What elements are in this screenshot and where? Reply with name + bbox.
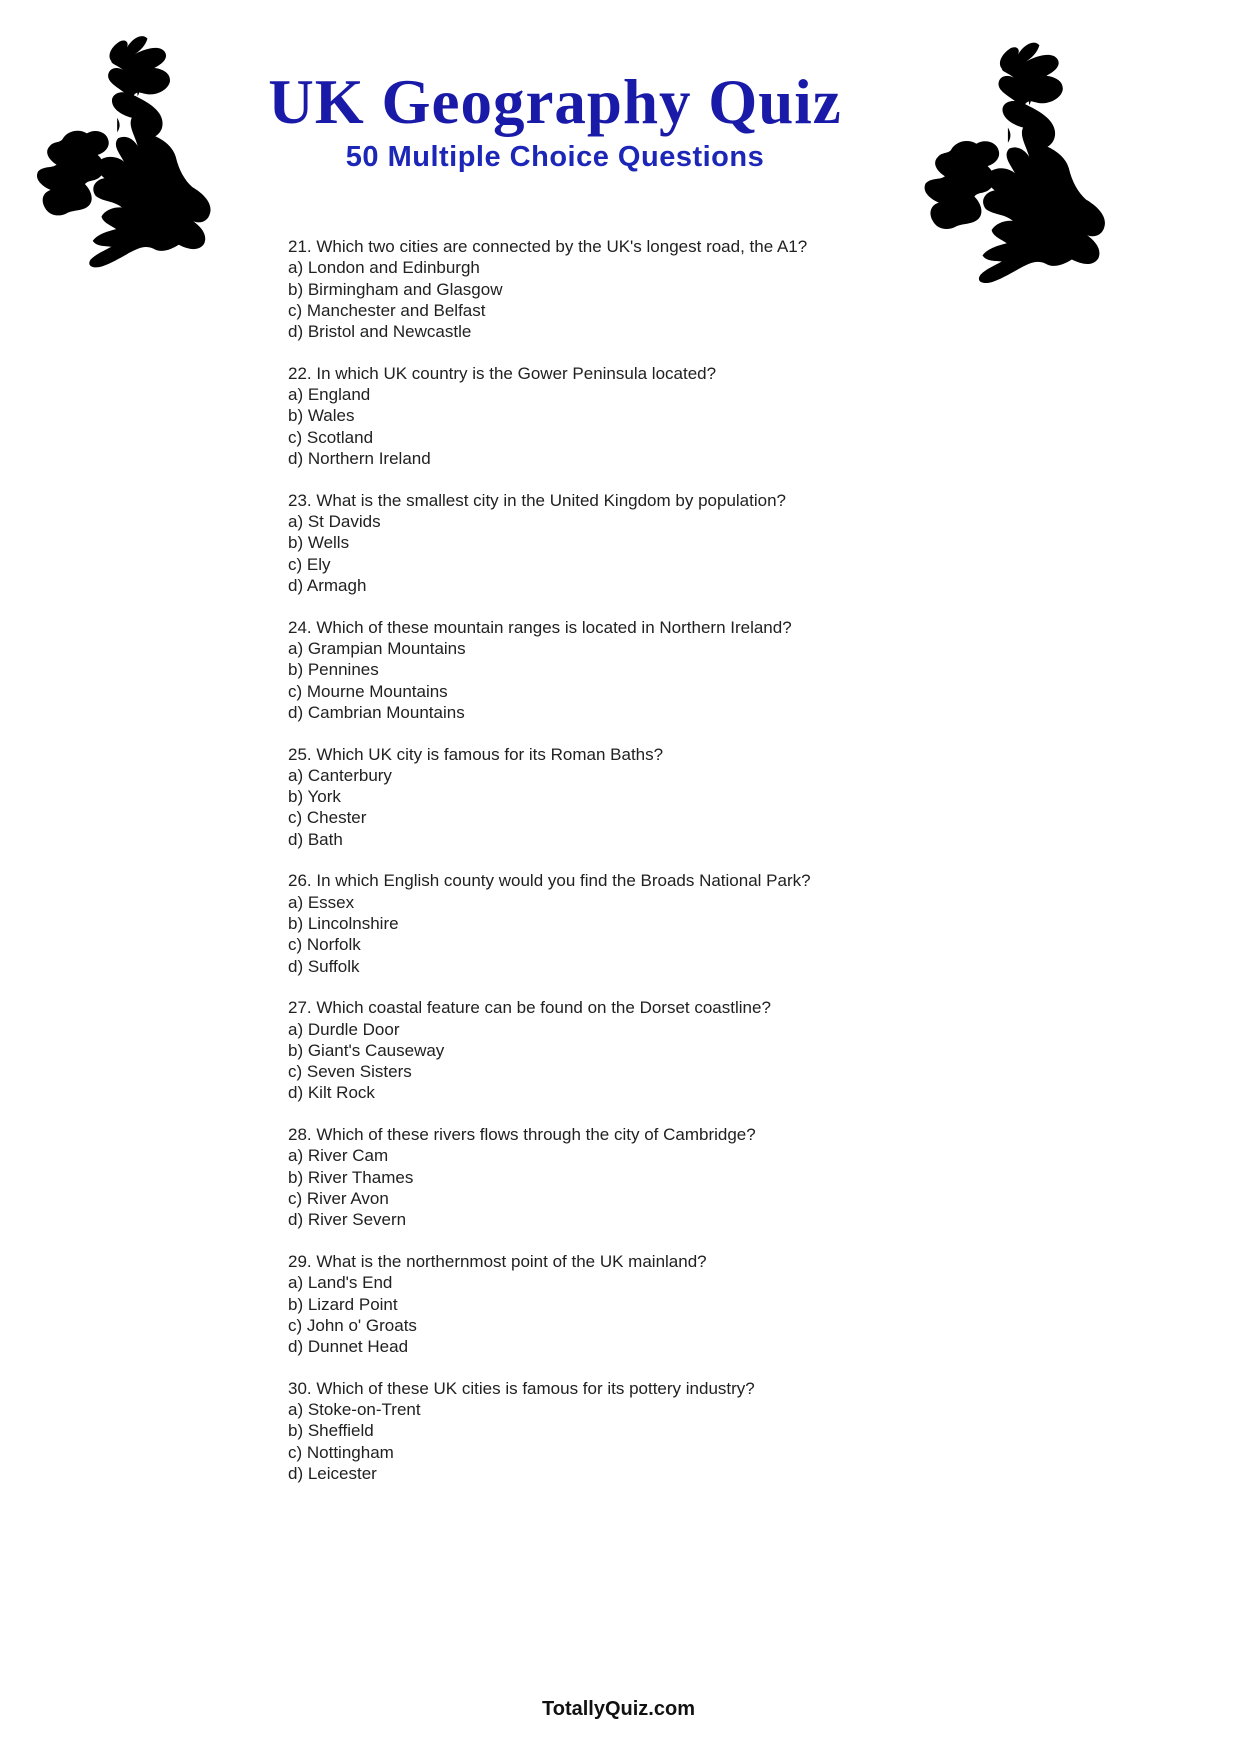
question-option: a) Grampian Mountains (288, 638, 466, 658)
question-option: d) Bath (288, 829, 343, 849)
question-block (288, 490, 1068, 596)
question-block (288, 870, 1068, 976)
question-option: b) Sheffield (288, 1421, 374, 1441)
question-text: 25. Which UK city is famous for its Roman Baths? (288, 744, 664, 764)
question-text: 30. Which of these UK cities is famous for its pottery industry? (288, 1378, 755, 1398)
question-option: d) Armagh (288, 575, 367, 595)
question-text: 22. In which UK country is the Gower Peninsula located? (288, 363, 717, 383)
question-option: a) Land's End (288, 1273, 393, 1293)
question-option: a) London and Edinburgh (288, 258, 480, 278)
question-option: d) Suffolk (288, 956, 360, 976)
question-block (288, 1378, 1068, 1484)
question-block (288, 1124, 1068, 1230)
question-option: a) Stoke-on-Trent (288, 1400, 421, 1420)
question-option: c) Seven Sisters (288, 1062, 412, 1082)
question-block (288, 236, 1068, 342)
question-option: c) Nottingham (288, 1442, 394, 1462)
question-option: d) Bristol and Newcastle (288, 322, 472, 342)
question-option: c) Mourne Mountains (288, 681, 448, 701)
question-option: d) River Severn (288, 1210, 407, 1230)
question-option: d) Dunnet Head (288, 1337, 409, 1357)
question-block (288, 744, 1068, 850)
question-text: 29. What is the northernmost point of the UK mainland? (288, 1252, 707, 1271)
question-block (288, 363, 1068, 469)
question-text: 24. Which of these mountain ranges is located in Northern Ireland? (288, 617, 792, 637)
question-option: c) Norfolk (288, 935, 361, 955)
question-option: d) Northern Ireland (288, 449, 431, 469)
question-text: 23. What is the smallest city in the United Kingdom by population? (288, 490, 786, 510)
question-option: b) Wales (288, 406, 355, 426)
question-option: d) Leicester (288, 1464, 377, 1484)
question-option: b) York (288, 787, 341, 807)
question-option: a) Essex (288, 892, 355, 912)
question-option: c) John o' Groats (288, 1315, 417, 1335)
question-option: a) Durdle Door (288, 1019, 400, 1039)
question-option: b) Lincolnshire (288, 913, 399, 933)
question-option: b) Pennines (288, 660, 379, 680)
question-block (288, 1251, 1068, 1357)
question-text: 27. Which coastal feature can be found on the Dorset coastline? (288, 998, 771, 1018)
question-text: 26. In which English county would you find the Broads National Park? (288, 871, 811, 891)
question-option: c) Scotland (288, 427, 374, 447)
question-option: a) England (288, 385, 371, 405)
question-text: 28. Which of these rivers flows through the city of Cambridge? (288, 1125, 756, 1145)
question-option: d) Kilt Rock (288, 1083, 375, 1103)
question-list (288, 236, 1068, 1505)
question-option: a) Canterbury (288, 765, 392, 785)
site-footer: TotallyQuiz.com (542, 1698, 695, 1720)
question-option: a) River Cam (288, 1146, 389, 1166)
question-option: b) Wells (288, 533, 350, 553)
question-option: b) Lizard Point (288, 1294, 398, 1314)
question-option: b) River Thames (288, 1167, 414, 1187)
question-option: c) River Avon (288, 1189, 389, 1209)
question-option: d) Cambrian Mountains (288, 702, 465, 722)
page-header (0, 68, 1110, 175)
question-option: b) Giant's Causeway (288, 1040, 445, 1060)
question-option: c) Chester (288, 808, 367, 828)
question-text: 21. Which two cities are connected by the UK's longest road, the A1? (288, 237, 808, 256)
question-option: a) St Davids (288, 512, 381, 532)
question-block (288, 997, 1068, 1103)
page-title: UK Geography Quiz (268, 67, 842, 137)
question-option: c) Ely (288, 554, 331, 574)
page-subtitle: 50 Multiple Choice Questions (345, 141, 765, 174)
question-option: c) Manchester and Belfast (288, 300, 486, 320)
question-block (288, 617, 1068, 723)
question-option: b) Birmingham and Glasgow (288, 279, 503, 299)
